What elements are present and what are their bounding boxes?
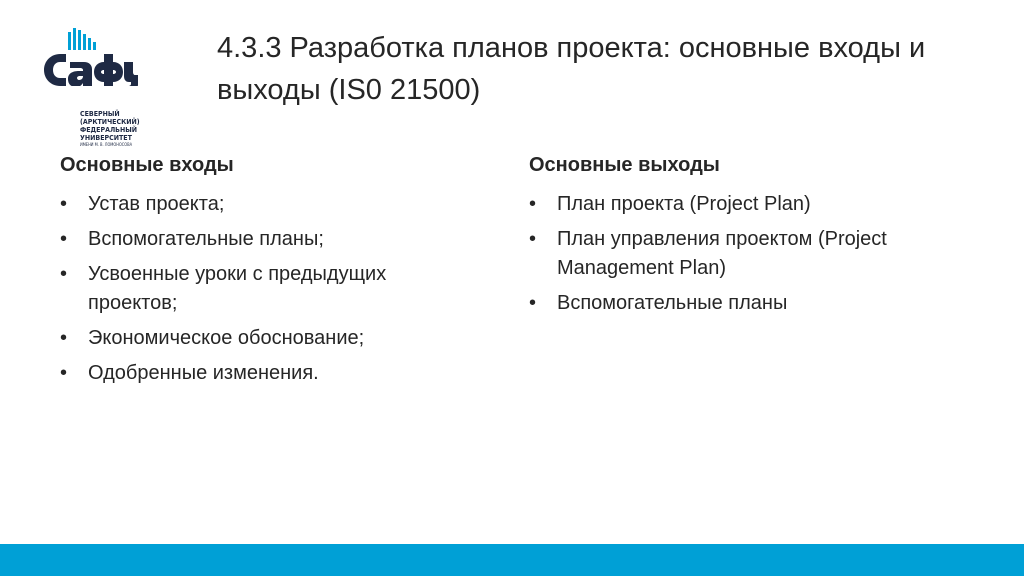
- safu-logo-text: [80, 110, 190, 148]
- slide-title: 4.3.3 Разработка планов проекта: основные входы и выходы (IS0 21500): [217, 32, 926, 106]
- list-item: [529, 190, 949, 219]
- bottom-accent-bar: [0, 544, 1024, 576]
- list-item-text: Вспомогательные планы;: [88, 228, 324, 250]
- list-item: [60, 225, 480, 254]
- bullet-icon: •: [60, 263, 68, 285]
- safu-logo: [40, 26, 152, 147]
- inputs-list: [60, 190, 480, 388]
- list-item-text: План управления проектом (Project Management Plan): [557, 228, 887, 279]
- list-item: [60, 190, 480, 219]
- list-item: [529, 225, 949, 283]
- list-item-text: Усвоенные уроки с предыдущих проектов;: [88, 263, 387, 314]
- logo-line-4: УНИВЕРСИТЕТ: [80, 134, 132, 142]
- logo-line-1: СЕВЕРНЫЙ: [80, 110, 120, 118]
- bullet-icon: •: [529, 292, 537, 314]
- list-item-text: Устав проекта;: [88, 193, 225, 215]
- outputs-heading: Основные выходы: [529, 154, 720, 176]
- bullet-icon: •: [529, 193, 537, 215]
- outputs-column: [529, 150, 949, 324]
- list-item-text: Вспомогательные планы: [557, 292, 788, 314]
- list-item: [60, 324, 480, 353]
- logo-line-3: ФЕДЕРАЛЬНЫЙ: [80, 126, 138, 134]
- list-item: [529, 289, 949, 318]
- bullet-icon: •: [60, 362, 68, 384]
- inputs-heading: Основные входы: [60, 154, 234, 176]
- list-item-text: Одобренные изменения.: [88, 362, 319, 384]
- safu-logo-mark: [40, 26, 140, 86]
- outputs-list: [529, 190, 949, 318]
- inputs-column: [60, 150, 480, 394]
- bullet-icon: •: [529, 228, 537, 250]
- bullet-icon: •: [60, 327, 68, 349]
- bullet-icon: •: [60, 228, 68, 250]
- bullet-icon: •: [60, 193, 68, 215]
- list-item: [60, 359, 480, 388]
- logo-line-2: (АРКТИЧЕСКИЙ): [80, 118, 140, 126]
- list-item: [60, 260, 480, 318]
- list-item-text: План проекта (Project Plan): [557, 193, 811, 215]
- list-item-text: Экономическое обоснование;: [88, 327, 365, 349]
- logo-subline: ИМЕНИ М. В. ЛОМОНОСОВА: [80, 142, 133, 147]
